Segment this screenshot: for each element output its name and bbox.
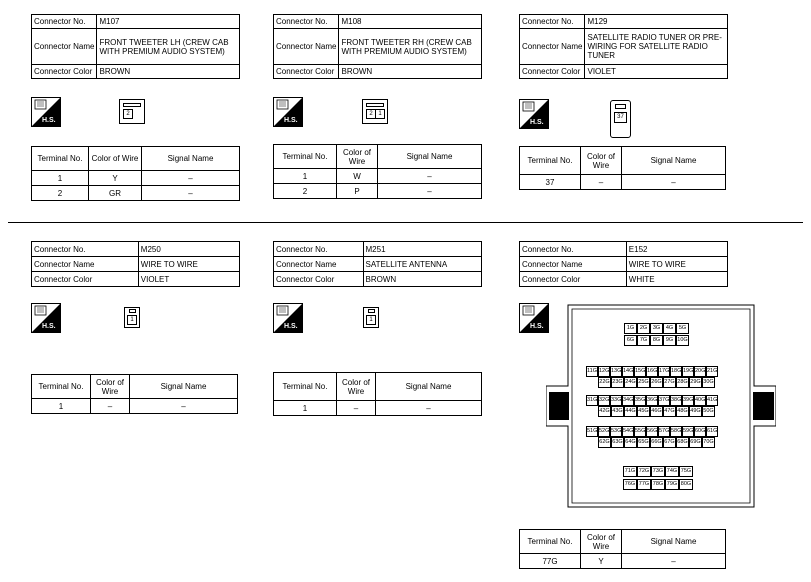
pin: 1 — [375, 109, 385, 119]
pin-22g: 22G — [598, 377, 611, 388]
pin-16g: 16G — [646, 366, 658, 377]
pin-42g: 42G — [598, 406, 611, 417]
terminal-table-m250 — [31, 374, 238, 414]
pin-6g: 6G — [624, 335, 637, 346]
connector-color-value: VIOLET — [585, 65, 728, 79]
connector-color-label: Connector Color — [520, 65, 585, 79]
pin-74g: 74G — [665, 466, 679, 477]
terminal-cell: 1 — [274, 169, 337, 184]
pin-24g: 24G — [624, 377, 637, 388]
pin-49g: 49G — [689, 406, 702, 417]
pin-31g: 31G — [586, 395, 598, 406]
pin-63g: 63G — [611, 437, 624, 448]
pin-68g: 68G — [676, 437, 689, 448]
pin-26g: 26G — [650, 377, 663, 388]
terminal-no-header: Terminal No. — [274, 145, 337, 169]
wire-color-header: Color of Wire — [89, 147, 142, 171]
connector-face-icon — [363, 307, 379, 328]
connector-name-value: WIRE TO WIRE — [626, 257, 727, 272]
pin-66g: 66G — [650, 437, 663, 448]
pin-55g: 55G — [634, 426, 646, 437]
connector-name-label: Connector Name — [520, 29, 585, 65]
connector-no-label: Connector No. — [32, 15, 97, 29]
terminal-no-header: Terminal No. — [32, 375, 91, 399]
terminal-no-header: Terminal No. — [520, 147, 581, 175]
connector-face-e152 — [546, 302, 776, 508]
pin-44g: 44G — [624, 406, 637, 417]
hs-label: H.S. — [284, 117, 298, 124]
pin-79g: 79G — [665, 479, 679, 490]
signal-cell: – — [378, 169, 482, 184]
pin-32g: 32G — [598, 395, 610, 406]
pin: 2 — [123, 109, 133, 119]
pin-45g: 45G — [637, 406, 650, 417]
wire-cell: – — [581, 175, 622, 190]
connector-no-value: E152 — [626, 242, 727, 257]
pin-59g: 59G — [682, 426, 694, 437]
connector-name-label: Connector Name — [274, 29, 339, 65]
terminal-no-header: Terminal No. — [32, 147, 89, 171]
pin-53g: 53G — [610, 426, 622, 437]
connector-info-m129 — [519, 14, 728, 79]
pin-51g: 51G — [586, 426, 598, 437]
pin-75g: 75G — [679, 466, 693, 477]
pin-27g: 27G — [663, 377, 676, 388]
pin-67g: 67G — [663, 437, 676, 448]
signal-cell: – — [622, 554, 726, 569]
wire-color-header: Color of Wire — [337, 145, 378, 169]
pin: 1 — [127, 315, 137, 325]
pin-1g: 1G — [624, 323, 637, 334]
connector-color-value: BROWN — [363, 272, 481, 287]
pin-15g: 15G — [634, 366, 646, 377]
signal-cell: – — [378, 184, 482, 199]
pin-46g: 46G — [650, 406, 663, 417]
wire-cell: W — [337, 169, 378, 184]
pin-57g: 57G — [658, 426, 670, 437]
connector-info-e152 — [519, 241, 728, 287]
pin-58g: 58G — [670, 426, 682, 437]
wire-color-header: Color of Wire — [337, 373, 376, 401]
hs-label: H.S. — [284, 323, 298, 330]
signal-name-header: Signal Name — [622, 147, 726, 175]
pin-4g: 4G — [663, 323, 676, 334]
wire-cell: – — [91, 399, 130, 414]
pin-20g: 20G — [694, 366, 706, 377]
connector-info-m108 — [273, 14, 482, 79]
connector-no-value: M251 — [363, 242, 481, 257]
pin: 2 — [366, 109, 376, 119]
signal-cell: – — [376, 401, 482, 416]
pin-14g: 14G — [622, 366, 634, 377]
pin-39g: 39G — [682, 395, 694, 406]
signal-name-header: Signal Name — [376, 373, 482, 401]
pin-9g: 9G — [663, 335, 676, 346]
connector-color-label: Connector Color — [32, 272, 139, 287]
signal-cell: – — [130, 399, 238, 414]
pin-28g: 28G — [676, 377, 689, 388]
signal-name-header: Signal Name — [142, 147, 240, 171]
pin-50g: 50G — [702, 406, 715, 417]
terminal-cell: 1 — [274, 401, 337, 416]
connector-no-label: Connector No. — [520, 15, 585, 29]
pin-71g: 71G — [623, 466, 637, 477]
pin: 1 — [366, 315, 376, 325]
wire-color-header: Color of Wire — [581, 530, 622, 554]
connector-color-label: Connector Color — [520, 272, 627, 287]
connector-name-value: FRONT TWEETER LH (CREW CAB WITH PREMIUM AUDIO SYSTEM) — [97, 29, 240, 65]
hs-label: H.S. — [42, 117, 56, 124]
pin-72g: 72G — [637, 466, 651, 477]
pin: 37 — [614, 112, 627, 123]
pin-35g: 35G — [634, 395, 646, 406]
pin-21g: 21G — [706, 366, 718, 377]
pin-41g: 41G — [706, 395, 718, 406]
pin-47g: 47G — [663, 406, 676, 417]
connector-info-m251 — [273, 241, 482, 287]
connector-name-label: Connector Name — [274, 257, 364, 272]
pin-76g: 76G — [623, 479, 637, 490]
pin-37g: 37G — [658, 395, 670, 406]
connector-face-icon — [362, 99, 388, 124]
terminal-table-m107 — [31, 146, 240, 201]
terminal-table-m108 — [273, 144, 482, 199]
pin-40g: 40G — [694, 395, 706, 406]
terminal-cell: 77G — [520, 554, 581, 569]
pin-19g: 19G — [682, 366, 694, 377]
connector-color-value: BROWN — [97, 65, 240, 79]
terminal-cell: 2 — [274, 184, 337, 199]
pin-34g: 34G — [622, 395, 634, 406]
pin-36g: 36G — [646, 395, 658, 406]
connector-face-icon — [124, 307, 140, 328]
pin-29g: 29G — [689, 377, 702, 388]
connector-name-label: Connector Name — [32, 29, 97, 65]
connector-name-value: WIRE TO WIRE — [138, 257, 239, 272]
pin-78g: 78G — [651, 479, 665, 490]
pin-56g: 56G — [646, 426, 658, 437]
connector-no-label: Connector No. — [274, 15, 339, 29]
section-divider — [8, 222, 803, 223]
hs-label: H.S. — [42, 323, 56, 330]
pin-30g: 30G — [702, 377, 715, 388]
signal-cell: – — [142, 186, 240, 201]
signal-name-header: Signal Name — [622, 530, 726, 554]
pin-2g: 2G — [637, 323, 650, 334]
wire-cell: Y — [89, 171, 142, 186]
terminal-no-header: Terminal No. — [274, 373, 337, 401]
pin-23g: 23G — [611, 377, 624, 388]
signal-cell: – — [142, 171, 240, 186]
connector-no-label: Connector No. — [274, 242, 364, 257]
pin-17g: 17G — [658, 366, 670, 377]
pin-11g: 11G — [586, 366, 598, 377]
pin-77g: 77G — [637, 479, 651, 490]
pin-54g: 54G — [622, 426, 634, 437]
pin-33g: 33G — [610, 395, 622, 406]
terminal-cell: 1 — [32, 399, 91, 414]
connector-info-m250 — [31, 241, 240, 287]
terminal-cell: 1 — [32, 171, 89, 186]
pin-80g: 80G — [679, 479, 693, 490]
signal-name-header: Signal Name — [378, 145, 482, 169]
connector-no-value: M129 — [585, 15, 728, 29]
connector-face-icon — [119, 99, 145, 124]
connector-info-m107 — [31, 14, 240, 79]
connector-no-value: M107 — [97, 15, 240, 29]
terminal-table-m129 — [519, 146, 726, 190]
pin-43g: 43G — [611, 406, 624, 417]
connector-color-value: BROWN — [339, 65, 482, 79]
terminal-table-m251 — [273, 372, 482, 416]
wire-cell: P — [337, 184, 378, 199]
pin-12g: 12G — [598, 366, 610, 377]
signal-cell: – — [622, 175, 726, 190]
pin-25g: 25G — [637, 377, 650, 388]
connector-color-value: VIOLET — [138, 272, 239, 287]
pin-52g: 52G — [598, 426, 610, 437]
hs-label: H.S. — [530, 323, 544, 330]
terminal-table-e152 — [519, 529, 726, 569]
wire-cell: Y — [581, 554, 622, 569]
pin-62g: 62G — [598, 437, 611, 448]
connector-name-value: SATELLITE RADIO TUNER OR PRE-WIRING FOR SATELLITE RADIO TUNER — [585, 29, 728, 65]
terminal-no-header: Terminal No. — [520, 530, 581, 554]
connector-color-label: Connector Color — [32, 65, 97, 79]
pin-10g: 10G — [676, 335, 689, 346]
pin-61g: 61G — [706, 426, 718, 437]
connector-no-label: Connector No. — [520, 242, 627, 257]
terminal-cell: 37 — [520, 175, 581, 190]
pin-60g: 60G — [694, 426, 706, 437]
connector-name-label: Connector Name — [32, 257, 139, 272]
connector-no-value: M250 — [138, 242, 239, 257]
pin-65g: 65G — [637, 437, 650, 448]
connector-face-icon — [610, 100, 631, 138]
pin-18g: 18G — [670, 366, 682, 377]
wire-color-header: Color of Wire — [91, 375, 130, 399]
pin-8g: 8G — [650, 335, 663, 346]
wire-color-header: Color of Wire — [581, 147, 622, 175]
pin-38g: 38G — [670, 395, 682, 406]
connector-no-label: Connector No. — [32, 242, 139, 257]
pin-73g: 73G — [651, 466, 665, 477]
terminal-cell: 2 — [32, 186, 89, 201]
connector-color-label: Connector Color — [274, 65, 339, 79]
connector-name-value: FRONT TWEETER RH (CREW CAB WITH PREMIUM AUDIO SYSTEM) — [339, 29, 482, 65]
wire-cell: – — [337, 401, 376, 416]
pin-13g: 13G — [610, 366, 622, 377]
pin-7g: 7G — [637, 335, 650, 346]
pin-48g: 48G — [676, 406, 689, 417]
pin-69g: 69G — [689, 437, 702, 448]
pin-5g: 5G — [676, 323, 689, 334]
pin-70g: 70G — [702, 437, 715, 448]
pin-3g: 3G — [650, 323, 663, 334]
connector-no-value: M108 — [339, 15, 482, 29]
hs-label: H.S. — [530, 119, 544, 126]
connector-name-value: SATELLITE ANTENNA — [363, 257, 481, 272]
pin-64g: 64G — [624, 437, 637, 448]
connector-color-label: Connector Color — [274, 272, 364, 287]
wire-cell: GR — [89, 186, 142, 201]
connector-name-label: Connector Name — [520, 257, 627, 272]
signal-name-header: Signal Name — [130, 375, 238, 399]
connector-color-value: WHITE — [626, 272, 727, 287]
